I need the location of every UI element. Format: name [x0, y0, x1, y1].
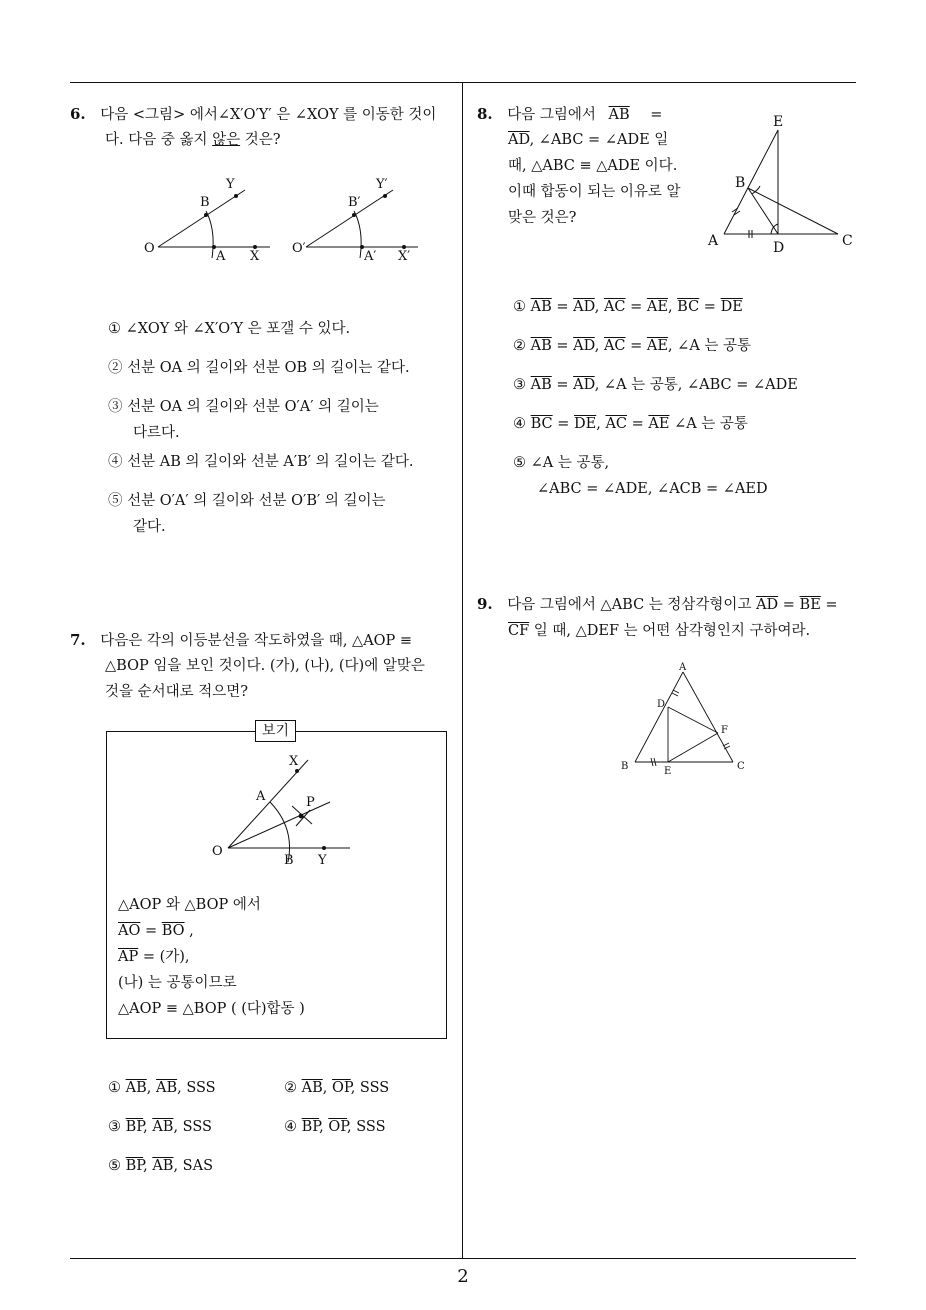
segment: $\overline{AE}$: [646, 299, 668, 315]
choice-num: ①: [513, 299, 526, 315]
choice-num: ⑤: [108, 1158, 121, 1174]
point-label: C: [737, 761, 745, 772]
choice-num: ②: [513, 338, 526, 354]
choice-1[interactable]: ① ∠XOY 와 ∠X′O′Y 은 포갤 수 있다.: [108, 321, 351, 337]
question-text: 때, △ABC ≡ △ADE 이다.: [508, 158, 678, 174]
choice-2[interactable]: ② $\overline{AB}$, $\overline{OP}$, SSS: [284, 1080, 390, 1096]
box-line: [118, 918, 194, 944]
segment: $\overline{AB}$: [152, 1119, 174, 1135]
question-number: 7.: [70, 631, 86, 649]
choice-text: , ∠A 는 공통: [667, 338, 752, 354]
choice-3[interactable]: ③ $\overline{BP}$, $\overline{AB}$, SSS: [108, 1119, 212, 1135]
segment: $\overline{AE}$: [648, 416, 670, 432]
question-text: 것을 순서대로 적으면?: [105, 684, 249, 700]
choice-2[interactable]: ② $\overline{AB} = \overline{AD}$, $\overline{AC} = \overline{AE}$, ∠A 는 공통: [513, 338, 752, 354]
segment: $\overline{AP}$: [118, 949, 139, 965]
choice-5-cont: 같다.: [133, 519, 166, 535]
box-line: (나) 는 공통이므로: [118, 975, 237, 991]
segment: $\overline{AB}$: [155, 1080, 178, 1096]
point-label: A: [708, 233, 719, 249]
question-text: 다. 다음 중 옳지: [105, 132, 213, 148]
segment: $\overline{CF}$: [508, 623, 530, 639]
column-divider: [462, 83, 463, 1259]
point-label: Y′: [376, 177, 388, 192]
underlined-word: 않은: [212, 132, 241, 148]
segment: $\overline{AB}$: [608, 107, 630, 123]
choice-4[interactable]: ④ 선분 AB 의 길이와 선분 A′B′ 의 길이는 같다.: [108, 454, 414, 470]
segment: $\overline{AB}$: [125, 1080, 147, 1096]
q9-figure: [615, 662, 755, 782]
box-text: = (가),: [138, 949, 190, 965]
question-text: 것은?: [240, 132, 281, 148]
segment: $\overline{AB}$: [530, 338, 552, 354]
choice-num: ③: [513, 377, 526, 393]
choice-5[interactable]: ⑤ ∠A 는 공통,: [513, 455, 610, 471]
segment: $\overline{OP}$: [328, 1119, 348, 1135]
choice-text: , ∠A 는 공통, ∠ABC = ∠ADE: [594, 377, 798, 393]
segment: $\overline{AC}$: [603, 299, 626, 315]
choice-5[interactable]: ⑤ $\overline{BP}$, $\overline{AB}$, SAS: [108, 1158, 214, 1174]
question-number: 8.: [477, 105, 493, 123]
choice-num: ①: [108, 1080, 121, 1096]
segment: $\overline{BC}$: [530, 416, 553, 432]
point-label: B: [735, 175, 746, 191]
choice-3-cont: 다르다.: [133, 425, 180, 441]
choice-1[interactable]: ① $\overline{AB}$, $\overline{AB}$, SSS: [108, 1080, 216, 1096]
segment: $\overline{BP}$: [125, 1119, 144, 1135]
choice-num: ④: [284, 1119, 297, 1135]
point-label: E: [773, 114, 784, 130]
segment: $\overline{DE}$: [720, 299, 743, 315]
segment: $\overline{AD}$: [573, 299, 595, 315]
equals: =: [140, 923, 162, 939]
point-label: A: [679, 662, 687, 673]
choice-5[interactable]: ⑤ 선분 O′A′ 의 길이와 선분 O′B′ 의 길이는: [108, 493, 386, 509]
point-label: O′: [292, 241, 306, 256]
box-line: △AOP 와 △BOP 에서: [118, 897, 261, 913]
page-number: 2: [457, 1266, 469, 1287]
choice-3[interactable]: ③ 선분 OA 의 길이와 선분 O′A′ 의 길이는: [108, 399, 379, 415]
point-label: B: [621, 761, 629, 772]
choice-text: ∠A 는 공통: [669, 416, 748, 432]
choice-1[interactable]: ① $\overline{AB} = \overline{AD}$, $\overline{AC} = \overline{AE}$, $\overline{BC} = \overline{DE}$: [513, 299, 743, 315]
question-text: 맞은 것은?: [508, 210, 577, 226]
bottom-rule: [70, 1258, 856, 1259]
top-rule: [70, 82, 856, 83]
choice-num: ④: [513, 416, 526, 432]
segment: $\overline{OP}$: [331, 1080, 351, 1096]
choice-num: ③: [108, 1119, 121, 1135]
segment: $\overline{AB}$: [530, 377, 552, 393]
question-number: 6.: [70, 105, 86, 123]
point-label: X′: [398, 249, 411, 264]
question-number: 9.: [477, 595, 493, 613]
point-label: X: [289, 754, 299, 769]
box-line: △AOP ≡ △BOP ( (다)합동 ): [118, 1001, 305, 1017]
point-label: B: [284, 853, 294, 868]
segment: $\overline{AC}$: [605, 416, 628, 432]
point-label: P: [306, 795, 315, 810]
congruence: SSS: [356, 1119, 386, 1135]
segment: $\overline{AD}$: [756, 597, 779, 613]
point-label: O: [144, 241, 155, 256]
q7-figure: [200, 748, 360, 873]
segment: $\overline{BP}$: [301, 1119, 320, 1135]
segment: $\overline{DE}$: [574, 416, 597, 432]
segment: $\overline{BC}$: [677, 299, 700, 315]
q6-figure: [140, 170, 430, 270]
point-label: E: [664, 766, 672, 777]
segment: $\overline{AD}$: [573, 377, 595, 393]
choice-5-cont: ∠ABC = ∠ADE, ∠ACB = ∠AED: [537, 481, 768, 497]
segment: $\overline{AB}$: [301, 1080, 323, 1096]
point-label: B: [200, 195, 210, 210]
point-label: C: [842, 233, 853, 249]
segment: $\overline{BP}$: [125, 1158, 144, 1174]
congruence: SSS: [359, 1080, 390, 1096]
question-text: 다음은 각의 이등분선을 작도하였을 때, △AOP ≡: [100, 633, 413, 649]
segment: $\overline{AD}$: [508, 132, 530, 148]
point-label: D: [657, 699, 666, 710]
point-label: O: [212, 844, 223, 859]
question-text: 일 때, △DEF 는 어떤 삼각형인지 구하여라.: [529, 623, 811, 639]
box-line: [118, 944, 190, 970]
congruence: SSS: [186, 1080, 216, 1096]
segment: $\overline{BO}$: [161, 923, 185, 939]
q8-figure: [700, 108, 860, 258]
question-text: 이때 합동이 되는 이유로 알: [508, 184, 681, 200]
point-label: A′: [364, 249, 377, 264]
segment: $\overline{AO}$: [118, 923, 141, 939]
point-label: D: [773, 240, 785, 256]
point-label: Y: [318, 853, 327, 868]
choice-2[interactable]: ② 선분 OA 의 길이와 선분 OB 의 길이는 같다.: [108, 360, 410, 376]
point-label: B′: [348, 195, 361, 210]
question-text: 다음 그림에서 △ABC 는 정삼각형이고: [507, 597, 757, 613]
segment: $\overline{AC}$: [603, 338, 626, 354]
congruence: SAS: [182, 1158, 214, 1174]
segment: $\overline{BE}$: [799, 597, 821, 613]
equals: =: [650, 107, 663, 123]
segment: $\overline{AB}$: [152, 1158, 174, 1174]
segment: $\overline{AE}$: [646, 338, 668, 354]
segment: $\overline{AB}$: [530, 299, 552, 315]
point-label: A: [256, 789, 266, 804]
segment: $\overline{AD}$: [573, 338, 595, 354]
example-box-title: 보기: [255, 720, 296, 742]
choice-num: ②: [284, 1080, 297, 1096]
question-text: 다음 그림에서: [507, 107, 601, 123]
question-text: , ∠ABC = ∠ADE 일: [529, 132, 669, 148]
question-text: △BOP 임을 보인 것이다. (가), (나), (다)에 알맞은: [105, 658, 425, 674]
point-label: Y: [226, 177, 235, 192]
choice-3[interactable]: ③ $\overline{AB} = \overline{AD}$, ∠A 는 공통, ∠ABC = ∠ADE: [513, 377, 798, 393]
question-text: 다음 <그림> 에서∠X′O′Y′ 은 ∠XOY 를 이동한 것이: [100, 107, 437, 123]
point-label: X: [250, 249, 260, 264]
congruence: SSS: [182, 1119, 212, 1135]
choice-4[interactable]: ④ $\overline{BC} = \overline{DE}$, $\overline{AC} = \overline{AE}$ ∠A 는 공통: [513, 416, 748, 432]
point-label: F: [721, 725, 728, 736]
point-label: A: [216, 249, 226, 264]
punct: ,: [184, 923, 194, 939]
choice-4[interactable]: ④ $\overline{BP}$, $\overline{OP}$, SSS: [284, 1119, 386, 1135]
